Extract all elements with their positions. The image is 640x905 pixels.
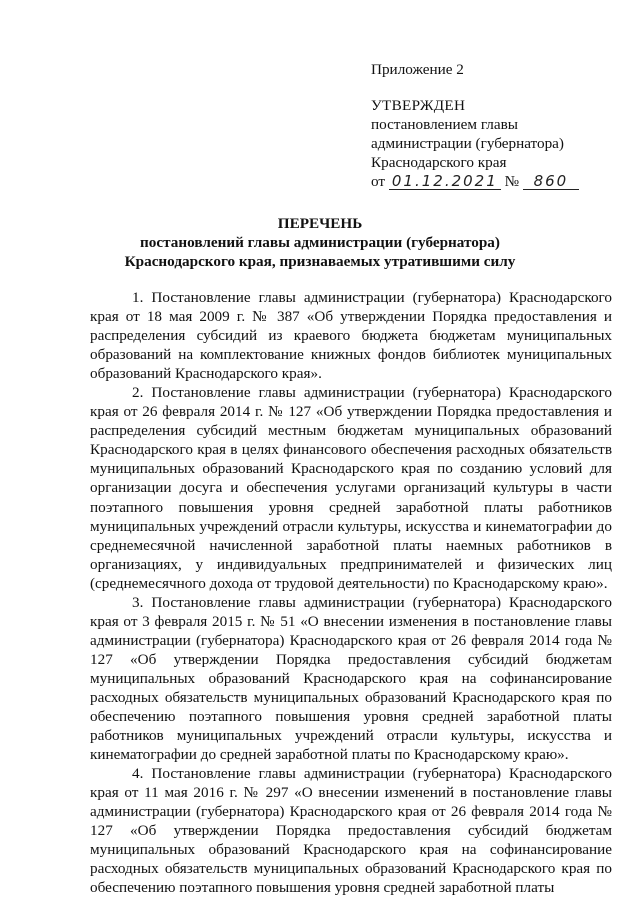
handwritten-date: 01.12.2021	[389, 174, 501, 190]
title-line-3: Краснодарского края, признаваемых утратившими силу	[124, 253, 516, 270]
date-prefix: от	[371, 173, 386, 190]
approved-heading: УТВЕРЖДЕН	[371, 97, 466, 114]
date-number-line	[371, 172, 611, 191]
list-item-2: 2. Постановление главы администрации (губернатора) Краснодарского края от 26 февраля 2014 г. № 127 «Об утверждении Порядка предоставления и распределения субсидий местным бюджетам муниципальных образований Краснодарского края в целях финансового обеспечения расходных обязательств муниципальных образований Краснодарского края по созданию условий для организации досуга и обеспечения услугами организаций культуры в части поэтапного повышения уровня средней заработной платы работников муниципальных учреждений отрасли культуры, искусства и кинематографии до среднемесячной начисленной заработной платы наемных работников в организациях, у индивидуальных предпринимателей и физических лиц (среднемесячного дохода от трудовой деятельности) по Краснодарскому краю».	[90, 384, 612, 592]
approved-line-2: администрации (губернатора)	[371, 135, 564, 152]
list-item-3: 3. Постановление главы администрации (губернатора) Краснодарского края от 3 февраля 2015 г. № 51 «О внесении изменения в постановление главы администрации (губернатора) Краснодарского края от 26 февраля 2014 года № 127 «Об утверждении Порядка предоставления субсидий бюджетам муниципальных образований Краснодарского края на софинансирование расходных обязательств муниципальных образований Краснодарского края по обеспечению поэтапного повышения уровня средней заработной платы работников муниципальных учреждений отрасли культуры, искусства и кинематографии до средней заработной платы по Краснодарскому краю».	[90, 593, 612, 764]
approved-line-1: постановлением главы	[371, 116, 518, 133]
approved-line-3: Краснодарского края	[371, 154, 507, 171]
title-line-1: ПЕРЕЧЕНЬ	[277, 215, 363, 232]
appendix-label: Приложение 2	[371, 61, 464, 78]
list-item-4: 4. Постановление главы администрации (губернатора) Краснодарского края от 11 мая 2016 г. № 297 «О внесении изменений в постановление главы администрации (губернатора) Краснодарского края от 26 февраля 2014 года № 127 «Об утверждении Порядка предоставления субсидий бюджетам муниципальных образований Краснодарского края на софинансирование расходных обязательств муниципальных образований Краснодарского края по обеспечению поэтапного повышения уровня средней заработной платы	[90, 765, 612, 897]
approval-block	[371, 60, 611, 191]
title-line-2: постановлений главы администрации (губернатора)	[140, 234, 500, 251]
list-item-1: 1. Постановление главы администрации (губернатора) Краснодарского края от 18 мая 2009 г. № 387 «Об утверждении Порядка предоставления и распределения субсидий из краевого бюджета бюджетам муниципальных образований на комплектование книжных фондов библиотек муниципальных образований Краснодарского края».	[90, 289, 612, 383]
handwritten-number: 860	[523, 174, 579, 190]
number-prefix: №	[504, 173, 520, 190]
document-title	[0, 214, 640, 271]
list-body	[90, 288, 612, 898]
